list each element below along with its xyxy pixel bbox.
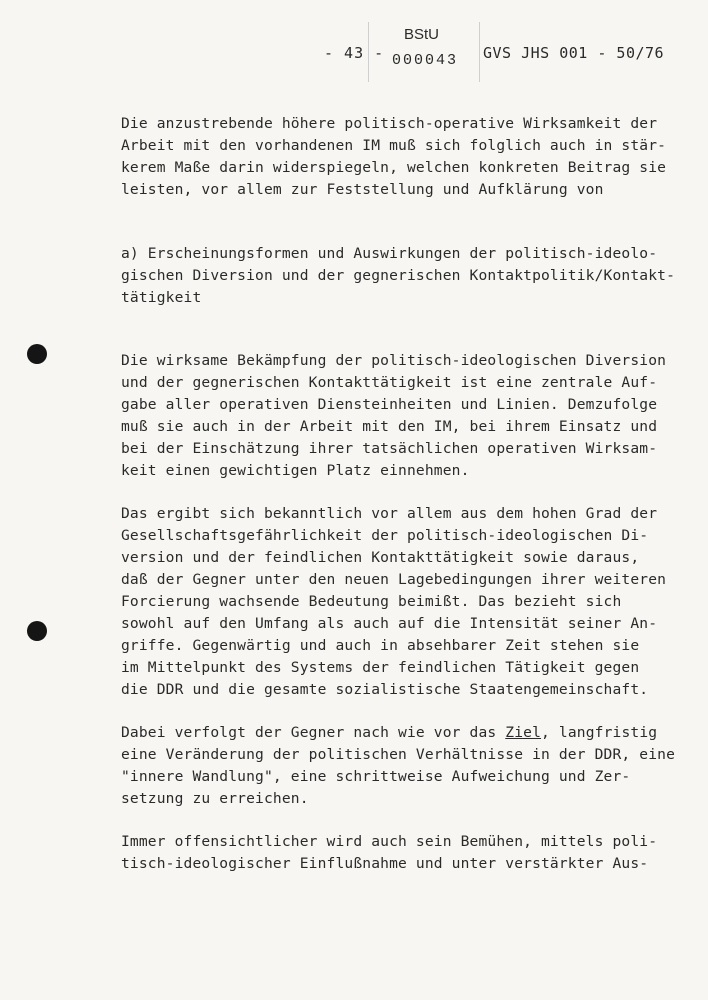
document-reference: GVS JHS 001 - 50/76 [483, 44, 665, 62]
text-line: Arbeit mit den vorhandenen IM muß sich folglich auch in stär- [121, 137, 667, 154]
text-line: Die anzustrebende höhere politisch-operative Wirksamkeit der [121, 115, 658, 132]
text-line: gabe aller operativen Diensteinheiten und Linien. Demzufolge [121, 396, 658, 413]
text-line: Gesellschaftsgefährlichkeit der politisch-ideologischen Di- [121, 527, 649, 544]
text-line: im Mittelpunkt des Systems der feindlichen Tätigkeit gegen [121, 659, 640, 676]
text-line: a) Erscheinungsformen und Auswirkungen der politisch-ideolo- [121, 245, 658, 262]
text-line: und der gegnerischen Kontakttätigkeit ist eine zentrale Auf- [121, 374, 658, 391]
text-line: bei der Einschätzung ihrer tatsächlichen operativen Wirksam- [121, 440, 658, 457]
text-line: griffe. Gegenwärtig und auch in absehbarer Zeit stehen sie [121, 637, 640, 654]
punch-hole-icon [27, 344, 47, 364]
text-line: keit einen gewichtigen Platz einnehmen. [121, 462, 470, 479]
text-line: Das ergibt sich bekanntlich vor allem aus dem hohen Grad der [121, 505, 658, 522]
text-line: sowohl auf den Umfang als auch auf die Intensität seiner An- [121, 615, 658, 632]
text-line: "innere Wandlung", eine schrittweise Aufweichung und Zer- [121, 768, 631, 785]
text-line: die DDR und die gesamte sozialistische Staatengemeinschaft. [121, 681, 649, 698]
text-line: gischen Diversion und der gegnerischen Kontaktpolitik/Kontakt- [121, 267, 676, 284]
text-line: daß der Gegner unter den neuen Lagebedingungen ihrer weiteren [121, 571, 667, 588]
text-line: Immer offensichtlicher wird auch sein Bemühen, mittels poli- [121, 833, 658, 850]
stamp-label: BStU [404, 26, 440, 43]
text-line [121, 724, 681, 741]
page-number: - 43 - [324, 44, 385, 62]
punch-hole-icon [27, 621, 47, 641]
text-line: setzung zu erreichen. [121, 790, 309, 807]
text-line: eine Veränderung der politischen Verhältnisse in der DDR, eine [121, 746, 676, 763]
text-line: tisch-ideologischer Einflußnahme und unter verstärkter Aus- [121, 855, 649, 872]
underlined-word: Ziel [505, 724, 542, 741]
text-line: tätigkeit [121, 289, 202, 306]
text-line: Die wirksame Bekämpfung der politisch-ideologischen Diversion [121, 352, 667, 369]
text-line: kerem Maße darin widerspiegeln, welchen konkreten Beitrag sie [121, 159, 667, 176]
text-segment: Dabei verfolgt der Gegner nach wie vor das [121, 724, 506, 741]
text-line: leisten, vor allem zur Feststellung und Aufklärung von [121, 181, 604, 198]
text-line: muß sie auch in der Arbeit mit den IM, bei ihrem Einsatz und [121, 418, 658, 435]
text-line: version und der feindlichen Kontakttätigkeit sowie daraus, [121, 549, 640, 566]
text-segment: , langfristig [541, 724, 658, 741]
stamp-number: 000043 [392, 52, 459, 69]
text-line: Forcierung wachsende Bedeutung beimißt. Das bezieht sich [121, 593, 622, 610]
